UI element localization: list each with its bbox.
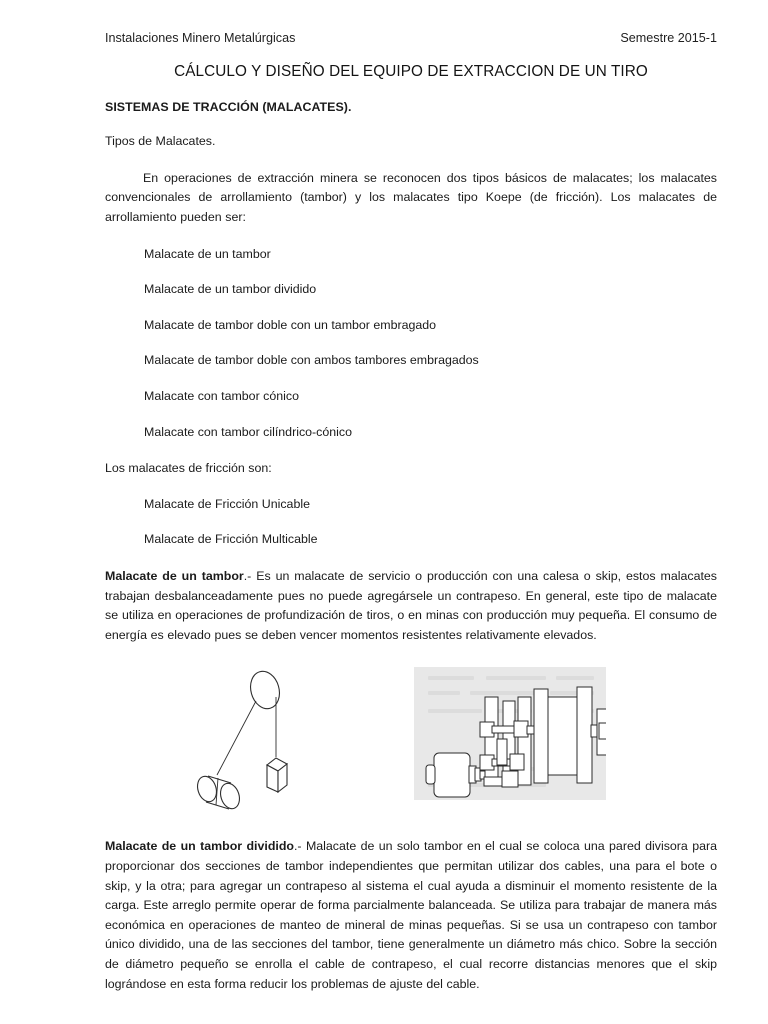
- paragraph-bold-lead: Malacate de un tambor dividido: [105, 839, 294, 854]
- paragraph-text: .- Malacate de un solo tambor en el cual se coloca una pared divisora para proporcionar dos secciones de tambor independientes que permitan utilizar dos cables, una para el bote o skip, y la otra; para agregar un contrapeso al sistema el cual ayuda a disminuir el momento resistente de la carga. Este arreglo permite operar de forma parcialmente balanceada. Se utiliza para trabajar de manera más económica en operaciones de manteo de mineral de minas pequeñas. Si se usa un contrapeso con tambor único dividido, una de las secciones del tambor, tiene generalmente un diámetro más chico. Sobre la sección de diámetro pequeño se enrolla el cable de contrapeso, el cual recorre distancias menores que el skip lográndose en esta forma reducir los problemas de ajuste del cable.: [105, 839, 717, 991]
- paragraph-malacate-un-tambor: [105, 567, 717, 645]
- header-course-title: Instalaciones Minero Metalúrgicas: [105, 31, 296, 45]
- list-item: Malacate de tambor doble con ambos tambores embragados: [144, 353, 479, 368]
- header-semester: Semestre 2015-1: [620, 31, 717, 45]
- friction-list-lead: Los malacates de fricción son:: [105, 461, 272, 476]
- skip-bucket-icon: [267, 758, 287, 792]
- list-item: Malacate de un tambor dividido: [144, 282, 317, 297]
- page-title: CÁLCULO Y DISEÑO DEL EQUIPO DE EXTRACCION DE UN TIRO: [174, 63, 648, 81]
- intro-paragraph: En operaciones de extracción minera se reconocen dos tipos básicos de malacates; los malacates convencionales de arrollamiento (tambor) y los malacates tipo Koepe (de fricción). Los malacates de arrollamiento pueden ser:: [105, 170, 717, 225]
- list-item: Malacate de tambor doble con un tambor embragado: [144, 317, 437, 332]
- figure-row: [105, 659, 717, 819]
- list-item: Malacate de Fricción Unicable: [144, 496, 310, 511]
- list-item: Malacate de Fricción Multicable: [144, 532, 318, 547]
- gear-reducer-icon: [480, 697, 541, 787]
- list-item: Malacate con tambor cilíndrico-cónico: [144, 424, 352, 439]
- running-header: [105, 0, 717, 46]
- subheading-tipos-de-malacates: Tipos de Malacates.: [105, 134, 216, 149]
- friction-malacate-list: [105, 495, 717, 549]
- sheave-pulley-icon: [246, 668, 283, 712]
- hoist-drum-icon: [194, 774, 242, 811]
- list-item: Malacate de un tambor: [144, 246, 271, 261]
- hoist-drum-assembly-icon: [534, 687, 592, 783]
- section-heading: SISTEMAS DE TRACCIÓN (MALACATES).: [105, 100, 352, 115]
- paragraph-text: .- Es un malacate de servicio o producción con una calesa o skip, estos malacates trabajan desbalanceadamente pues no puede agregársele un contrapeso. En general, este tipo de malacate se utiliza en operaciones de profundización de tiros, o en minas con producción muy pequeña. El consumo de energía es elevado pues se deben vencer momentos resistentes relativamente elevados.: [105, 569, 717, 642]
- outboard-bearing-icon: [591, 709, 606, 755]
- page-content: [105, 0, 717, 994]
- paragraph-bold-lead: Malacate de un tambor: [105, 569, 244, 584]
- cable-line-drum-to-sheave: [217, 701, 256, 775]
- paragraph-malacate-tambor-dividido: [105, 837, 717, 994]
- hoist-schematic-figure: [180, 661, 320, 811]
- single-drum-hoist-photo: [414, 667, 606, 800]
- drum-malacate-list: [105, 245, 717, 442]
- list-item: Malacate con tambor cónico: [144, 389, 299, 404]
- motor-icon: [426, 753, 476, 797]
